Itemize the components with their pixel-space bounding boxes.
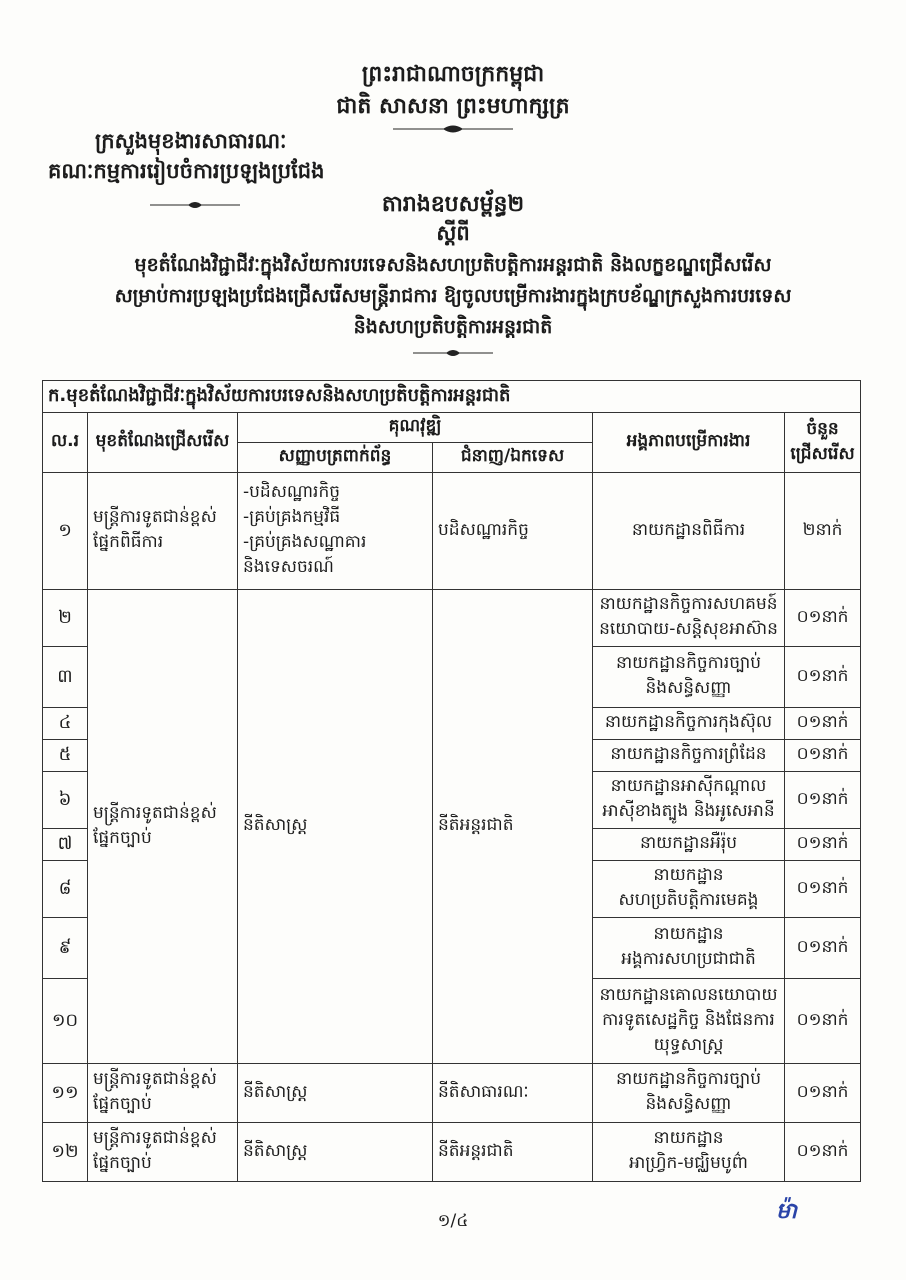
ministry-name: ក្រសួងមុខងារសាធារណៈ (95, 129, 287, 153)
annex-title: តារាងឧបសម្ព័ន្ធ២ (381, 192, 525, 217)
heading-line-1: មុខតំណែងវិជ្ជាជីវៈក្នុងវិស័យការបរទេសនិងសហប្រតិបត្តិការអន្តរជាតិ និងលក្ខខណ្ឌជ្រើសរើស (134, 254, 772, 276)
unit-cell: នាយកដ្ឋាន អង្គការសហប្រជាជាតិ (593, 918, 785, 979)
count-cell: ០១នាក់ (785, 740, 861, 772)
count-cell: ០១នាក់ (785, 861, 861, 918)
positions-table (42, 380, 861, 1182)
major-cell: នីតិសាធារណៈ (433, 1064, 593, 1123)
unit-cell: នាយកដ្ឋានកិច្ចការព្រំដែន (593, 740, 785, 772)
heading-line-2: សម្រាប់ការប្រឡងប្រជែងជ្រើសរើសមន្ត្រីរាជការ ឱ្យចូលបម្រើការងារក្នុងក្របខ័ណ្ឌក្រសួងការបរទេស (114, 285, 792, 307)
count-cell: ០១នាក់ (785, 590, 861, 647)
position-cell: មន្ត្រីការទូតជាន់ខ្ពស់ ផ្នែកច្បាប់ (88, 590, 238, 1064)
count-cell: ០១នាក់ (785, 647, 861, 708)
unit-cell: នាយកដ្ឋានកិច្ចការច្បាប់ និងសន្ធិសញ្ញា (593, 647, 785, 708)
unit-cell: នាយកដ្ឋានកិច្ចការកុងស៊ុល (593, 708, 785, 740)
count-cell: ០១នាក់ (785, 918, 861, 979)
header-position: មុខតំណែងជ្រើសរើស (88, 413, 238, 473)
header-qualification: គុណវុឌ្ឍិ (238, 413, 593, 443)
kingdom-title: ព្រះរាជាណាចក្រកម្ពុជា (361, 62, 545, 87)
unit-cell: នាយកដ្ឋានគោលនយោបាយ ការទូតសេដ្ឋកិច្ច និងផែនការ យុទ្ធសាស្ត្រ (593, 979, 785, 1064)
unit-cell: នាយកដ្ឋានអាស៊ីកណ្ដាល អាស៊ីខាងត្បូង និងអូសេអានី (593, 772, 785, 829)
count-cell: ០១នាក់ (785, 708, 861, 740)
position-cell: មន្ត្រីការទូតជាន់ខ្ពស់ ផ្នែកច្បាប់ (88, 1064, 238, 1123)
unit-cell: នាយកដ្ឋានកិច្ចការសហគមន៍ នយោបាយ-សន្តិសុខអាស៊ាន (593, 590, 785, 647)
page-number: ១/៤ (437, 1211, 469, 1231)
major-cell: បដិសណ្ឋារកិច្ច (433, 473, 593, 590)
degree-cell: -បដិសណ្ឋារកិច្ច -គ្រប់គ្រងកម្មវិធី -គ្រប់គ្រងសណ្ឋាគារ និងទេសចរណ៍ (238, 473, 433, 590)
header-count: ចំនួន ជ្រើសរើស (785, 413, 861, 473)
major-cell: នីតិអន្តរជាតិ (433, 1123, 593, 1182)
table-row: ១១ មន្ត្រីការទូតជាន់ខ្ពស់ ផ្នែកច្បាប់ នីតិសាស្ត្រ នីតិសាធារណៈ នាយកដ្ឋានកិច្ចការច្បាប់ និងសន្ធិសញ្ញា ០១នាក់ (43, 1064, 861, 1123)
count-cell: ០១នាក់ (785, 829, 861, 861)
table-row: ១ មន្ត្រីការទូតជាន់ខ្ពស់ ផ្នែកពិធីការ -បដិសណ្ឋារកិច្ច -គ្រប់គ្រងកម្មវិធី -គ្រប់គ្រងសណ្ឋាគារ និងទេសចរណ៍ បដិសណ្ឋារកិច្ច នាយកដ្ឋានពិធីការ ២នាក់ (43, 473, 861, 590)
degree-cell: នីតិសាស្ត្រ (238, 1123, 433, 1182)
unit-cell: នាយកដ្ឋាន អាហ្វ្រិក-មជ្ឈិមបូព៌ា (593, 1123, 785, 1182)
header-unit: អង្គភាពបម្រើការងារ (593, 413, 785, 473)
count-cell: ០១នាក់ (785, 979, 861, 1064)
unit-cell: នាយកដ្ឋានពិធីការ (593, 473, 785, 590)
table-row: ៥ នាយកដ្ឋានកិច្ចការព្រំដែន ០១នាក់ (43, 740, 861, 772)
count-cell: ០១នាក់ (785, 772, 861, 829)
degree-cell: នីតិសាស្ត្រ (238, 1064, 433, 1123)
header-major: ជំនាញ/ឯកទេស (433, 443, 593, 473)
section-title: ក.មុខតំណែងវិជ្ជាជីវៈក្នុងវិស័យការបរទេសនិងសហប្រតិបត្តិការអន្តរជាតិ (43, 381, 861, 413)
count-cell: ០១នាក់ (785, 1123, 861, 1182)
about-label: ស្ដីពី (436, 221, 470, 245)
national-motto: ជាតិ សាសនា ព្រះមហាក្សត្រ (336, 94, 570, 119)
table-row: ៤ នាយកដ្ឋានកិច្ចការកុងស៊ុល ០១នាក់ (43, 708, 861, 740)
unit-cell: នាយកដ្ឋាន សហប្រតិបត្តិការមេគង្គ (593, 861, 785, 918)
unit-cell: នាយកដ្ឋានអឺរ៉ុប (593, 829, 785, 861)
header-degree: សញ្ញាបត្រពាក់ព័ន្ធ (238, 443, 433, 473)
count-cell: ២នាក់ (785, 473, 861, 590)
heading-line-3: និងសហប្រតិបត្តិការអន្តរជាតិ (353, 316, 553, 338)
header-no: ល.រ (43, 413, 88, 473)
degree-cell: នីតិសាស្ត្រ (238, 590, 433, 1064)
ornament-divider (393, 122, 513, 136)
ornament-divider (413, 346, 493, 360)
table-row: ៩ នាយកដ្ឋាន អង្គការសហប្រជាជាតិ ០១នាក់ (43, 918, 861, 979)
position-cell: មន្ត្រីការទូតជាន់ខ្ពស់ ផ្នែកច្បាប់ (88, 1123, 238, 1182)
position-cell: មន្ត្រីការទូតជាន់ខ្ពស់ ផ្នែកពិធីការ (88, 473, 238, 590)
major-cell: នីតិអន្តរជាតិ (433, 590, 593, 1064)
handwritten-initial: ម៉ា (776, 1199, 797, 1224)
table-row: ៦ នាយកដ្ឋានអាស៊ីកណ្ដាល អាស៊ីខាងត្បូង និងអូសេអានី ០១នាក់ (43, 772, 861, 829)
table-row: ១០ នាយកដ្ឋានគោលនយោបាយ ការទូតសេដ្ឋកិច្ច និងផែនការ យុទ្ធសាស្ត្រ ០១នាក់ (43, 979, 861, 1064)
table-row: ១២ មន្ត្រីការទូតជាន់ខ្ពស់ ផ្នែកច្បាប់ នីតិសាស្ត្រ នីតិអន្តរជាតិ នាយកដ្ឋាន អាហ្វ្រិក-មជ្ឈិមបូព៌ា ០១នាក់ (43, 1123, 861, 1182)
table-row: ៧ នាយកដ្ឋានអឺរ៉ុប ០១នាក់ (43, 829, 861, 861)
unit-cell: នាយកដ្ឋានកិច្ចការច្បាប់ និងសន្ធិសញ្ញា (593, 1064, 785, 1123)
table-row: ២ មន្ត្រីការទូតជាន់ខ្ពស់ ផ្នែកច្បាប់ នីតិសាស្ត្រ នីតិអន្តរជាតិ នាយកដ្ឋានកិច្ចការសហគមន៍ នយោបាយ-សន្តិសុខអាស៊ាន ០១នាក់ (43, 590, 861, 647)
table-row: ៣ នាយកដ្ឋានកិច្ចការច្បាប់ និងសន្ធិសញ្ញា ០១នាក់ (43, 647, 861, 708)
count-cell: ០១នាក់ (785, 1064, 861, 1123)
table-row: ៨ នាយកដ្ឋាន សហប្រតិបត្តិការមេគង្គ ០១នាក់ (43, 861, 861, 918)
committee-name: គណៈកម្មការរៀបចំការប្រឡងប្រជែង (48, 159, 325, 183)
